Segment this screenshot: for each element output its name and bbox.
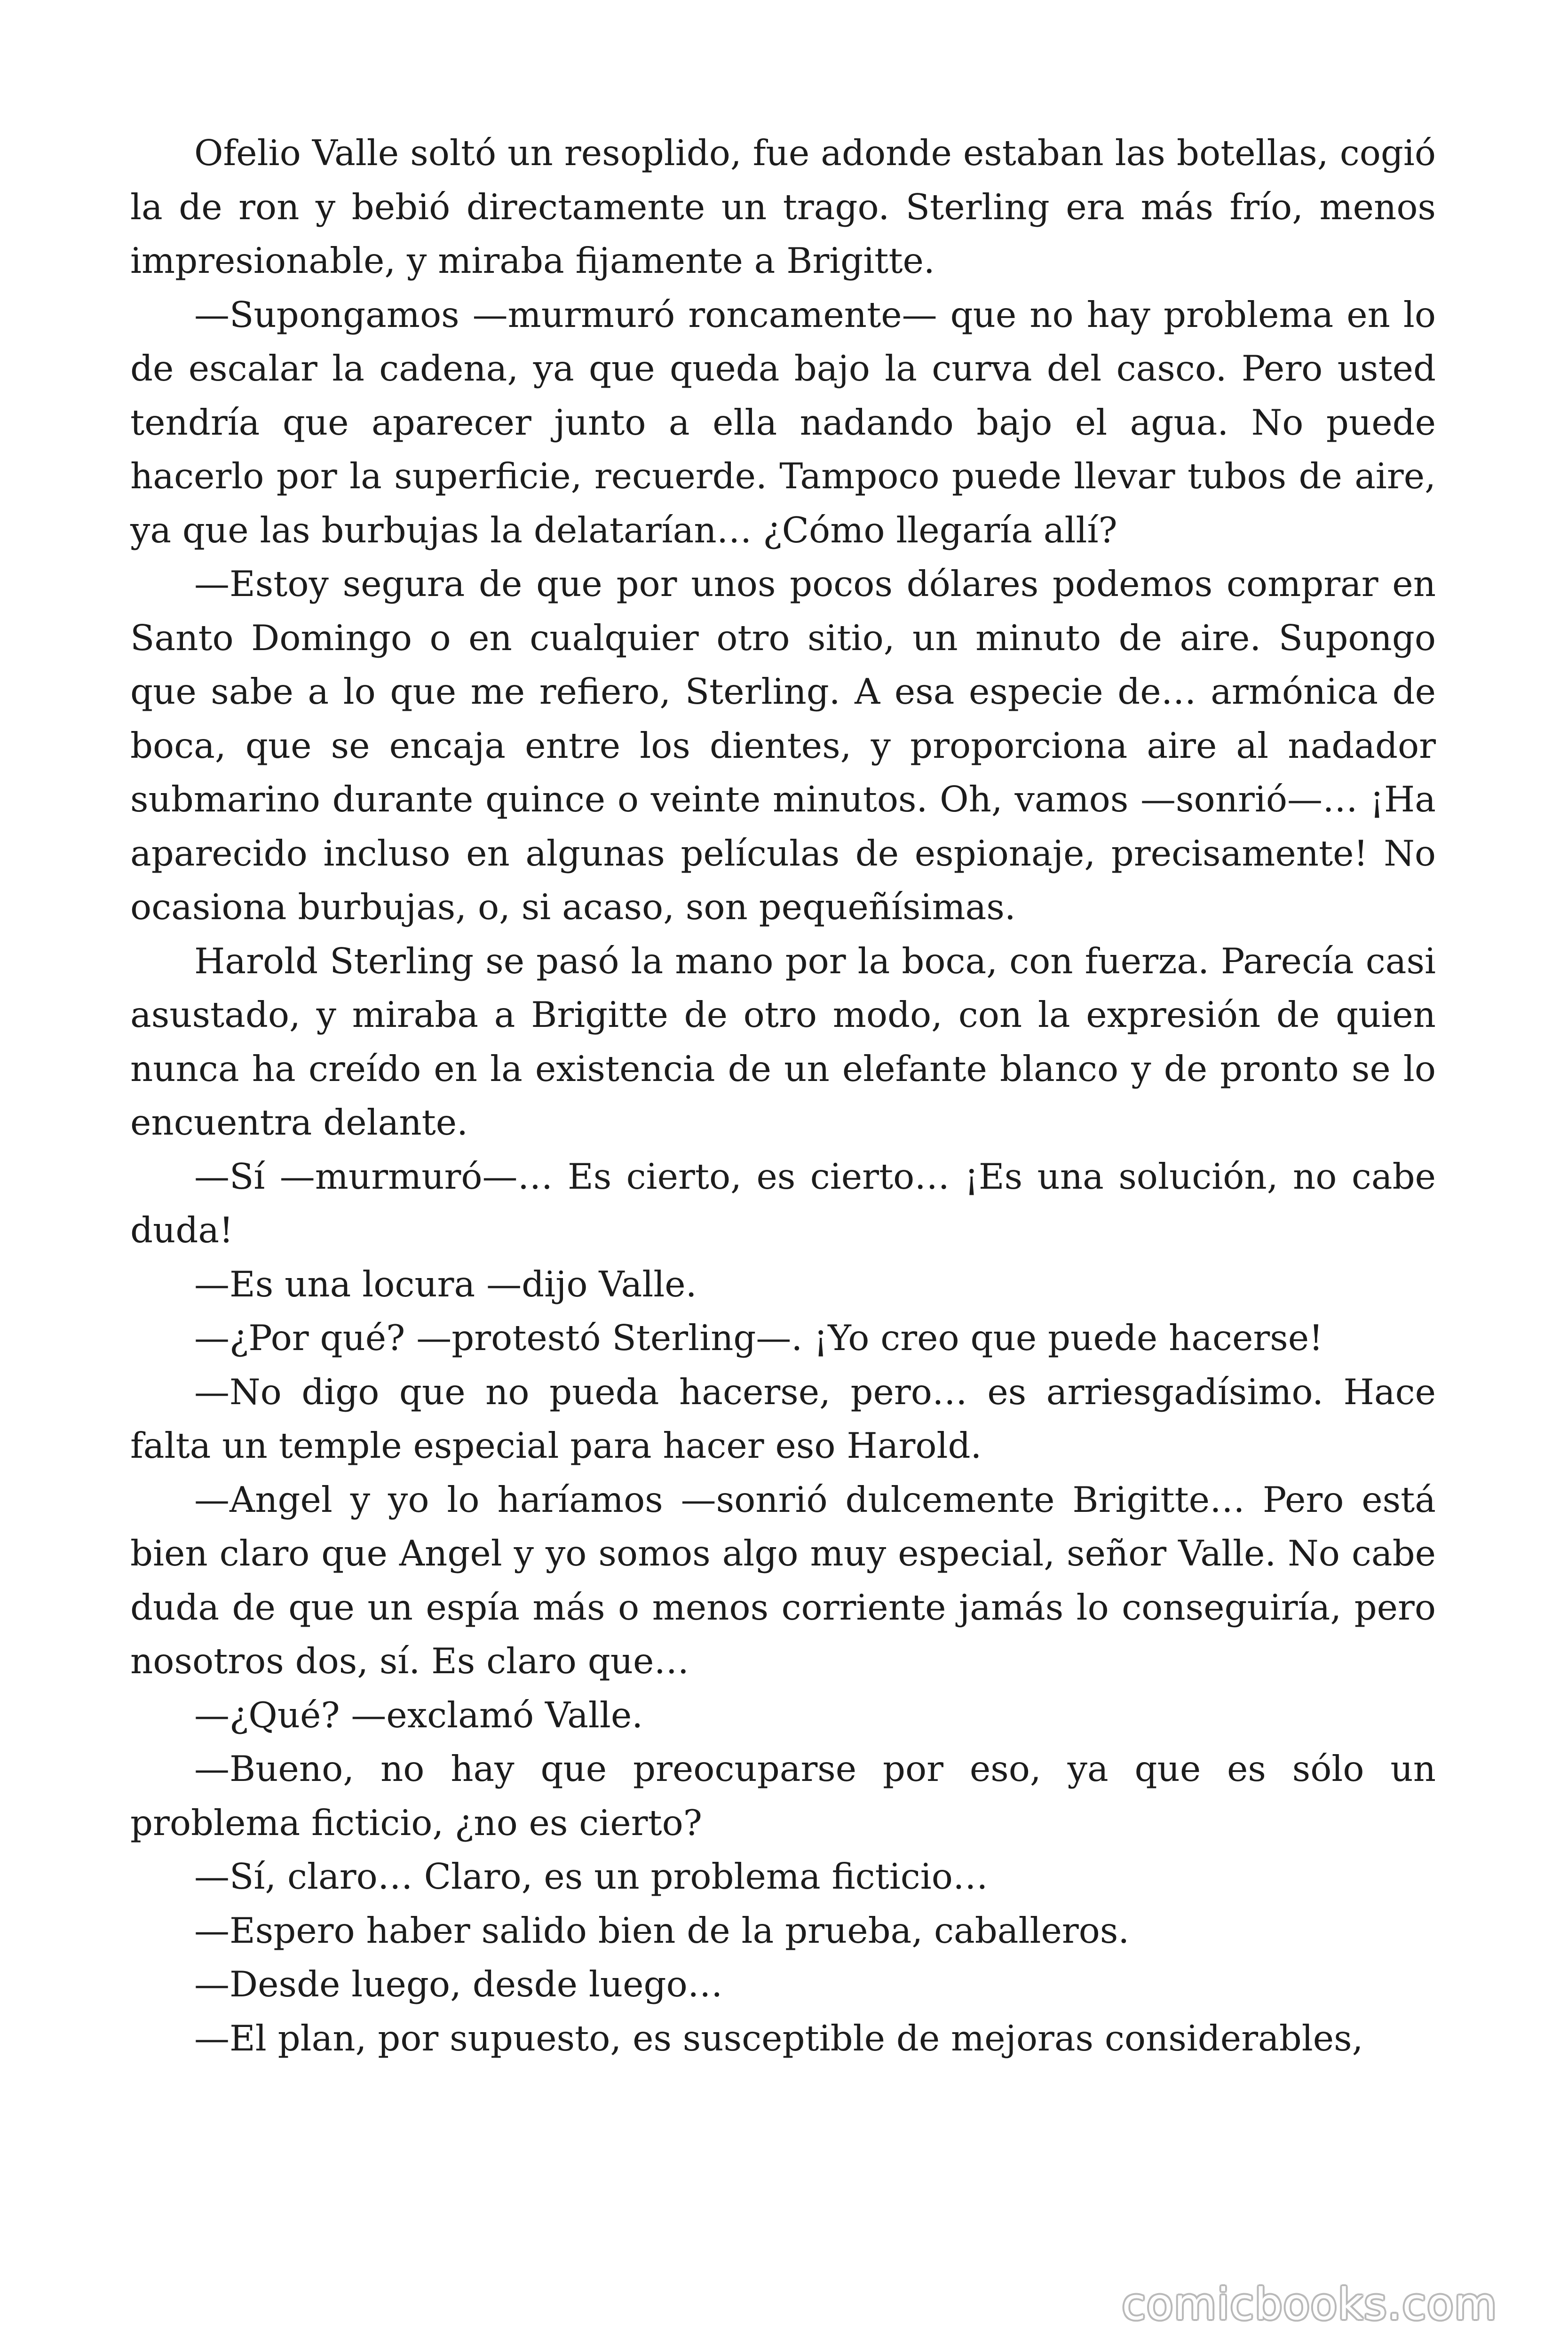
paragraph: —¿Por qué? —protestó Sterling—. ¡Yo creo que puede hacerse! — [194, 1317, 1323, 1359]
paragraph: Ofelio Valle soltó un resoplido, fue adonde estaban las botellas, cogió la de ron y bebió directamente un trago. Sterling era más frío, menos impresionable, y miraba fijamente a Brigitte. — [130, 132, 1436, 281]
paragraph: —¿Qué? —exclamó Valle. — [194, 1694, 643, 1736]
paragraph: —Supongamos —murmuró roncamente— que no hay problema en lo de escalar la cadena, ya que queda bajo la curva del casco. Pero usted tendría que aparecer junto a ella nadando bajo el agua. No puede hacerlo por la superficie, recuerde. Tampoco puede llevar tubos de aire, ya que las burbujas la delatarían… ¿Cómo llegaría allí? — [130, 294, 1436, 551]
paragraph: —Sí —murmuró—… Es cierto, es cierto… ¡Es una solución, no cabe duda! — [130, 1155, 1436, 1251]
watermark: comicbooks.com — [1122, 2279, 1497, 2329]
paragraph: —El plan, por supuesto, es susceptible de mejoras considerables, — [194, 2017, 1363, 2059]
paragraph: —No digo que no pueda hacerse, pero… es arriesgadísimo. Hace falta un temple especial para hacer eso Harold. — [130, 1371, 1436, 1466]
paragraph: —Bueno, no hay que preocuparse por eso, ya que es sólo un problema ficticio, ¿no es cierto? — [130, 1748, 1436, 1843]
paragraph: —Sí, claro… Claro, es un problema ficticio… — [194, 1856, 988, 1897]
body-text — [130, 126, 1436, 2065]
paragraph: Harold Sterling se pasó la mano por la boca, con fuerza. Parecía casi asustado, y miraba a Brigitte de otro modo, con la expresión de quien nunca ha creído en la existencia de un elefante blanco y de pronto se lo encuentra delante. — [130, 940, 1436, 1143]
paragraph: —Angel y yo lo haríamos —sonrió dulcemente Brigitte… Pero está bien claro que Angel y yo somos algo muy especial, señor Valle. No cabe duda de que un espía más o menos corriente jamás lo conseguiría, pero nosotros dos, sí. Es claro que… — [130, 1478, 1436, 1682]
paragraph: —Espero haber salido bien de la prueba, caballeros. — [194, 1909, 1130, 1951]
paragraph: —Es una locura —dijo Valle. — [194, 1263, 697, 1305]
paragraph: —Estoy segura de que por unos pocos dólares podemos comprar en Santo Domingo o en cualquier otro sitio, un minuto de aire. Supongo que sabe a lo que me refiero, Sterling. A esa especie de… armónica de boca, que se encaja entre los dientes, y proporciona aire al nadador submarino durante quince o veinte minutos. Oh, vamos —sonrió—… ¡Ha aparecido incluso en algunas películas de espionaje, precisamente! No ocasiona burbujas, o, si acaso, son pequeñísimas. — [130, 563, 1436, 928]
paragraph: —Desde luego, desde luego… — [194, 1963, 723, 2005]
